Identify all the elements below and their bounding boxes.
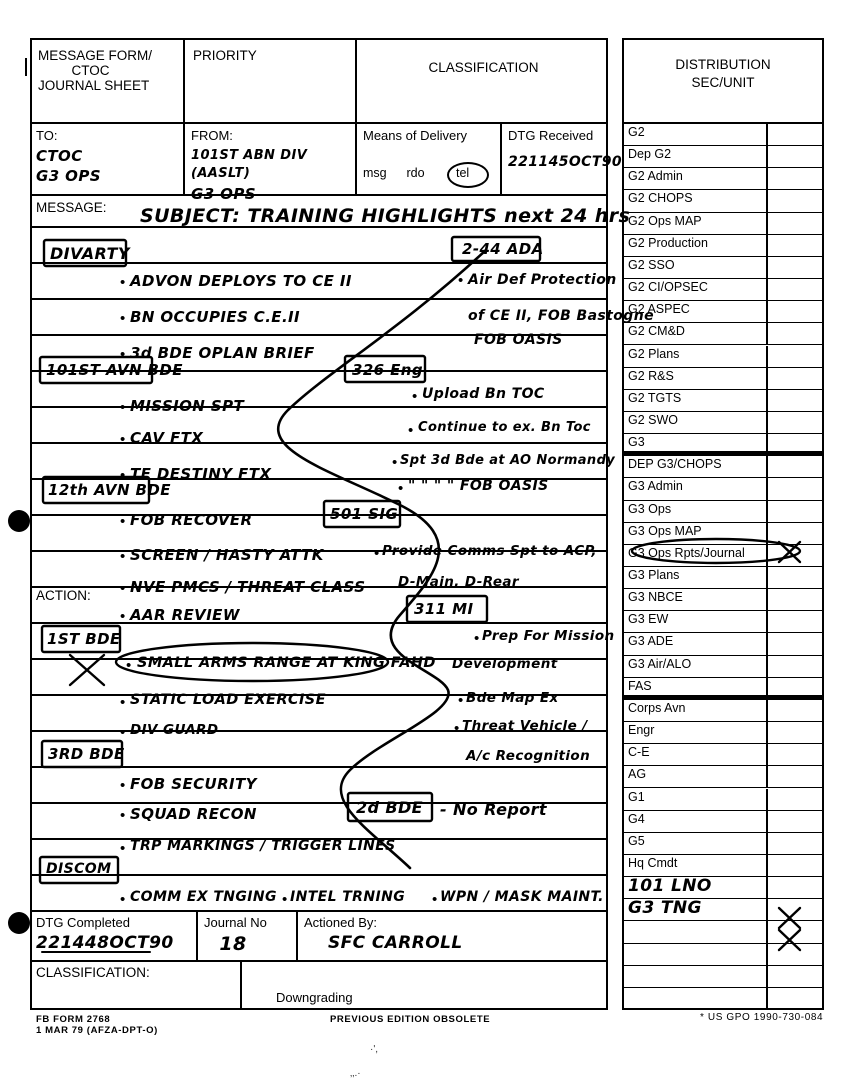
stray-mark-2: ‚‚.· bbox=[350, 1068, 361, 1079]
distribution-row-label: G3 Ops bbox=[628, 501, 672, 516]
distribution-row[interactable] bbox=[622, 611, 824, 633]
distribution-row-divider bbox=[766, 501, 768, 522]
avn101-item-2: TF DESTINY FTX bbox=[130, 465, 272, 483]
distribution-row-label: Dep G2 bbox=[628, 147, 672, 162]
mi-item-3: Threat Vehicle / bbox=[462, 718, 588, 734]
distribution-row-label: G2 bbox=[628, 125, 645, 139]
distribution-row[interactable] bbox=[622, 833, 824, 855]
distribution-row[interactable] bbox=[622, 944, 824, 966]
distribution-row-divider bbox=[766, 633, 768, 654]
distribution-row[interactable] bbox=[622, 456, 824, 478]
distribution-title-line2: SEC/UNIT bbox=[691, 75, 755, 90]
distribution-row-divider bbox=[766, 811, 768, 832]
distribution-row-divider bbox=[766, 390, 768, 411]
distribution-row-label: G2 R&S bbox=[628, 368, 674, 383]
avn12-item-2: NVE PMCS / THREAT CLASS bbox=[130, 578, 366, 596]
distribution-row-divider bbox=[766, 700, 768, 721]
distribution-row-label: FAS bbox=[628, 678, 652, 693]
header-message-form bbox=[30, 38, 185, 124]
sig-item-0: Provide Comms Spt to ACP, bbox=[382, 543, 597, 559]
distribution-row-label: G2 Ops MAP bbox=[628, 213, 702, 228]
avn101-item-0: MISSION SPT bbox=[130, 397, 245, 415]
distribution-row[interactable] bbox=[622, 434, 824, 456]
distribution-row-label: G4 bbox=[628, 811, 645, 826]
distribution-row-label: C-E bbox=[628, 745, 650, 760]
distribution-row-divider bbox=[766, 921, 768, 942]
distribution-row-label: G5 bbox=[628, 833, 645, 848]
distribution-row-divider bbox=[766, 589, 768, 610]
distribution-row-label: G2 CM&D bbox=[628, 324, 685, 339]
dtg-completed-cell bbox=[30, 912, 198, 962]
distribution-row[interactable] bbox=[622, 146, 824, 168]
imprint-left-line1: FB FORM 2768 bbox=[36, 1014, 111, 1025]
tel-circle-mark bbox=[447, 162, 489, 188]
journal-no-value: 18 bbox=[219, 933, 247, 955]
to-label: TO: bbox=[36, 128, 58, 143]
ada-item-2: FOB OASIS bbox=[474, 332, 563, 348]
discom-item-0: COMM EX TNGING bbox=[130, 889, 277, 905]
distribution-row[interactable] bbox=[622, 722, 824, 744]
divarty-item-0: ADVON DEPLOYS TO CE II bbox=[130, 272, 352, 290]
punch-hole bbox=[8, 510, 30, 532]
distribution-row-label: G3 Admin bbox=[628, 479, 683, 494]
actioned-by-value: SFC CARROLL bbox=[328, 933, 463, 953]
distribution-row[interactable] bbox=[622, 168, 824, 190]
distribution-row-divider bbox=[766, 611, 768, 632]
means-option-msg[interactable]: msg bbox=[363, 166, 387, 180]
distribution-row-divider bbox=[766, 855, 768, 876]
distribution-row[interactable] bbox=[622, 678, 824, 700]
unit-label-3rd-bde: 3RD BDE bbox=[48, 745, 125, 763]
distribution-row[interactable] bbox=[622, 545, 824, 567]
distribution-row[interactable] bbox=[622, 789, 824, 811]
unit-label-2d-bde: 2d BDE bbox=[356, 798, 423, 817]
distribution-row[interactable] bbox=[622, 190, 824, 212]
downgrading-label: Downgrading bbox=[276, 990, 353, 1005]
distribution-row-divider bbox=[766, 877, 768, 898]
subject-text: SUBJECT: TRAINING HIGHLIGHTS next 24 hrs bbox=[140, 205, 631, 227]
distribution-row-label: G2 CHOPS bbox=[628, 191, 693, 206]
distribution-row-divider bbox=[766, 146, 768, 167]
distribution-row-divider bbox=[766, 478, 768, 499]
distribution-row-divider bbox=[766, 678, 768, 695]
message-label: MESSAGE: bbox=[36, 200, 107, 215]
distribution-row-divider bbox=[766, 833, 768, 854]
divarty-item-2: 3d BDE OPLAN BRIEF bbox=[130, 344, 315, 362]
header-classification: CLASSIFICATION bbox=[428, 60, 539, 75]
mi-item-0: Prep For Mission bbox=[482, 628, 615, 644]
to-value-2: G3 OPS bbox=[36, 167, 101, 185]
header-line2: CTOC bbox=[71, 63, 110, 78]
distribution-row-divider bbox=[766, 523, 768, 544]
dtg-received-cell bbox=[502, 124, 623, 196]
unit-label-2-44-ada: 2-44 ADA bbox=[462, 240, 544, 258]
distribution-row[interactable] bbox=[622, 235, 824, 257]
distribution-row-label: G2 SWO bbox=[628, 412, 679, 427]
to-cell bbox=[30, 124, 185, 196]
address-row bbox=[30, 124, 623, 203]
distribution-row-divider bbox=[766, 412, 768, 433]
action-label: ACTION: bbox=[36, 588, 91, 603]
sig-item-1: D-Main, D-Rear bbox=[398, 574, 519, 590]
distribution-row-divider bbox=[766, 301, 768, 322]
distribution-row[interactable] bbox=[622, 700, 824, 722]
discom-item-2: WPN / MASK MAINT. bbox=[440, 889, 604, 905]
imprint-left-line2: 1 MAR 79 (AFZA-DPT-O) bbox=[36, 1025, 158, 1036]
eng-item-1: Continue to ex. Bn Toc bbox=[418, 420, 591, 435]
dtg-completed-label: DTG Completed bbox=[36, 915, 130, 930]
distribution-row[interactable] bbox=[622, 279, 824, 301]
form-header-row bbox=[30, 38, 608, 124]
dtg-completed-value: 221448OCT90 bbox=[36, 933, 174, 953]
distribution-row-divider bbox=[766, 346, 768, 367]
distribution-row[interactable] bbox=[622, 589, 824, 611]
means-label: Means of Delivery bbox=[363, 128, 468, 143]
distribution-row[interactable] bbox=[622, 412, 824, 434]
journal-no-label: Journal No bbox=[204, 915, 267, 930]
distribution-row-divider bbox=[766, 257, 768, 278]
actioned-by-label: Actioned By: bbox=[304, 915, 377, 930]
from-label: FROM: bbox=[191, 128, 233, 143]
distribution-row-label: G3 Plans bbox=[628, 568, 680, 582]
document-page: MESSAGE FORM/ CTOC JOURNAL SHEET PRIORITY CLASSIFICATION TO: CTOC G3 OPS FROM: 101ST ABN DIV (AASLT) G3 OPS Means of Delivery msg rdo tel DTG Received 221145OCT90 MESSAGE: ACTION: DTG Completed 221448OCT90 Journal No 18 Actioned By: SFC CARROLL CLASSIFICATION: Downgrading FB FORM 2768 1 MAR 79 (AFZA-DPT-O) PREVIOUS EDITION OBSOLETE * US GPO 1990-730-084 DISTRIBUTION SEC/UNIT G2 Dep G2 G2 Admin G2 CHOPS G2 Ops MAP G2 Production G2 SSO G2 CI/OPSEC G2 ASPEC G2 CM&D G2 Plans G2 R&S G2 TGTS G2 SWO G3 DEP G3/CHOPS G3 Admin G3 Ops G3 Ops MAP G3 Ops Rpts/Journal G3 Plans G3 NBCE G3 EW G3 ADE G3 Air/ALO FAS Corps Avn Engr C-E AG G1 G4 G5 Hq Cmdt 101 LNO G3 TNG SUBJECT: TRAINING HIGHLIGHTS next 24 hrs DIVARTY ADVON DEPLOYS TO CE II BN OCCUPIES C.E.II 3d BDE OPLAN BRIEF 2-44 ADA Air Def Protection of CE II, FOB Bastogne FOB OASIS 101ST AVN BDE MISSION SPT CAV FTX TF DESTINY FTX 326 Eng Upload Bn TOC Continue to ex. Bn Toc Spt 3d Bde at AO Normandy " " " " FOB OASIS 12th AVN BDE FOB RECOVER SCREEN / HASTY ATTK NVE PMCS / THREAT CLASS AAR REVIEW 501 SIG Provide Comms Spt to ACP, D-Main, D-Rear 1ST BDE SMALL ARMS RANGE AT KING FAHD STATIC LOAD EXERCISE DIV GUARD 311 MI Prep For Mission Development Bde Map Ex Threat Vehicle / A/c Recognition 3RD BDE FOB SECURITY SQUAD RECON TRP MARKINGS / TRIGGER LINES 2d BDE - No Report DISCOM COMM EX TNGING INTEL TRNING WPN / MASK MAINT. • • • • • • • • • • • • • • • • • • • • • • • • • • • • ·', ‚‚.· bbox=[0, 0, 856, 1088]
ada-item-0: Air Def Protection bbox=[468, 272, 617, 288]
distribution-row-divider bbox=[766, 279, 768, 300]
distribution-row[interactable] bbox=[622, 567, 824, 589]
distribution-row-divider bbox=[766, 766, 768, 787]
distribution-row[interactable] bbox=[622, 213, 824, 235]
distribution-row-divider bbox=[766, 789, 768, 810]
avn12-item-0: FOB RECOVER bbox=[130, 511, 253, 529]
distribution-row-label: G3 bbox=[628, 435, 645, 450]
bde1-item-1: STATIC LOAD EXERCISE bbox=[130, 692, 326, 708]
distribution-row-label: G2 CI/OPSEC bbox=[628, 280, 708, 295]
distribution-row-label: G3 Ops Rpts/Journal bbox=[628, 545, 745, 560]
from-value-2: G3 OPS bbox=[191, 185, 256, 203]
form-imprint-left bbox=[36, 1014, 158, 1036]
distribution-row-label: AG bbox=[628, 767, 647, 782]
bde3-item-1: SQUAD RECON bbox=[130, 805, 257, 823]
means-option-rdo[interactable]: rdo bbox=[406, 166, 425, 180]
form-imprint-middle: PREVIOUS EDITION OBSOLETE bbox=[330, 1014, 491, 1025]
distribution-row-label: Corps Avn bbox=[628, 700, 686, 715]
distribution-row[interactable] bbox=[622, 346, 824, 368]
distribution-row-label: G3 Ops MAP bbox=[628, 523, 702, 538]
distribution-row[interactable] bbox=[622, 899, 824, 921]
distribution-row-divider bbox=[766, 966, 768, 987]
distribution-list bbox=[622, 124, 824, 1010]
header-priority: PRIORITY bbox=[185, 38, 357, 124]
distribution-row-divider bbox=[766, 213, 768, 234]
distribution-row-divider bbox=[766, 434, 768, 451]
unit-label-1st-bde: 1ST BDE bbox=[47, 630, 121, 648]
distribution-row-divider bbox=[766, 944, 768, 965]
distribution-row-label: G3 ADE bbox=[628, 634, 674, 649]
unit-label-101-avn: 101ST AVN BDE bbox=[46, 361, 183, 379]
distribution-row-label: G2 Plans bbox=[628, 346, 680, 361]
unit-label-326-eng: 326 Eng bbox=[352, 361, 423, 379]
mi-item-2: Bde Map Ex bbox=[466, 690, 559, 706]
avn12-item-1: SCREEN / HASTY ATTK bbox=[130, 546, 324, 564]
distribution-row[interactable] bbox=[622, 766, 824, 788]
classification-row bbox=[30, 962, 608, 1010]
distribution-row[interactable] bbox=[622, 501, 824, 523]
unit-label-divarty: DIVARTY bbox=[50, 244, 130, 263]
distribution-row-label: G3 NBCE bbox=[628, 590, 683, 605]
classification-label: CLASSIFICATION: bbox=[36, 965, 150, 980]
distribution-row-label: G3 EW bbox=[628, 612, 669, 627]
distribution-row-label: Hq Cmdt bbox=[628, 855, 678, 870]
distribution-row-label: G3 Air/ALO bbox=[628, 656, 692, 671]
distribution-row-divider bbox=[766, 235, 768, 256]
ada-item-1: of CE II, FOB Bastogne bbox=[468, 308, 654, 324]
distribution-row-divider bbox=[766, 567, 768, 588]
discom-item-1: INTEL TRNING bbox=[290, 889, 406, 905]
dtg-received-value: 221145OCT90 bbox=[508, 154, 623, 170]
distribution-row[interactable] bbox=[622, 877, 824, 899]
dtg-received-label: DTG Received bbox=[508, 128, 594, 143]
distribution-row[interactable] bbox=[622, 855, 824, 877]
distribution-row[interactable] bbox=[622, 523, 824, 545]
bde3-item-0: FOB SECURITY bbox=[130, 775, 257, 793]
distribution-row[interactable] bbox=[622, 390, 824, 412]
distribution-row-label: Engr bbox=[628, 723, 655, 738]
distribution-row-label: G2 Admin bbox=[628, 169, 683, 184]
distribution-row[interactable] bbox=[622, 368, 824, 390]
distribution-title-line1: DISTRIBUTION bbox=[675, 57, 771, 72]
distribution-row-divider bbox=[766, 323, 768, 344]
distribution-row[interactable] bbox=[622, 966, 824, 988]
downgrading-divider bbox=[240, 962, 242, 1010]
means-option-tel[interactable]: tel bbox=[455, 166, 470, 180]
means-of-delivery-cell bbox=[357, 124, 502, 196]
distribution-row-divider bbox=[766, 722, 768, 743]
avn101-item-1: CAV FTX bbox=[130, 429, 204, 447]
distribution-row[interactable] bbox=[622, 988, 824, 1010]
distribution-row-divider bbox=[766, 656, 768, 677]
distribution-row[interactable] bbox=[622, 656, 824, 678]
bde1-item-2: DIV GUARD bbox=[130, 722, 219, 738]
bde3-item-2: TRP MARKINGS / TRIGGER LINES bbox=[130, 838, 396, 854]
distribution-row[interactable] bbox=[622, 921, 824, 943]
divarty-item-1: BN OCCUPIES C.E.II bbox=[130, 308, 301, 326]
header-line1: MESSAGE FORM/ bbox=[38, 48, 153, 63]
eng-item-3: " " " " FOB OASIS bbox=[408, 478, 549, 494]
distribution-row-divider bbox=[766, 988, 768, 1009]
unit-label-12-avn: 12th AVN BDE bbox=[48, 481, 171, 499]
distribution-row-handwritten: 101 LNO bbox=[628, 876, 712, 897]
distribution-row-label: G2 SSO bbox=[628, 257, 675, 272]
distribution-row[interactable] bbox=[622, 633, 824, 655]
to-value-1: CTOC bbox=[36, 147, 83, 165]
punch-hole bbox=[8, 912, 30, 934]
distribution-row-divider bbox=[766, 368, 768, 389]
distribution-row[interactable] bbox=[622, 478, 824, 500]
bde1-item-0: SMALL ARMS RANGE AT KING FAHD bbox=[137, 655, 436, 671]
distribution-row-divider bbox=[766, 190, 768, 211]
distribution-row[interactable] bbox=[622, 323, 824, 345]
distribution-row-divider bbox=[766, 545, 768, 566]
distribution-row-divider bbox=[766, 456, 768, 477]
actioned-by-cell bbox=[298, 912, 608, 962]
distribution-row[interactable] bbox=[622, 811, 824, 833]
mi-item-1: Development bbox=[452, 656, 558, 672]
distribution-row-divider bbox=[766, 744, 768, 765]
from-cell bbox=[185, 124, 357, 203]
unit-label-311-mi: 311 MI bbox=[414, 600, 474, 618]
footer-row bbox=[30, 912, 608, 962]
distribution-row[interactable] bbox=[622, 744, 824, 766]
eng-item-0: Upload Bn TOC bbox=[422, 386, 545, 402]
distribution-row-label: G2 TGTS bbox=[628, 390, 682, 405]
unit-label-discom: DISCOM bbox=[46, 861, 112, 877]
distribution-row-divider bbox=[766, 899, 768, 920]
distribution-title bbox=[622, 38, 824, 124]
distribution-row-label: DEP G3/CHOPS bbox=[628, 457, 722, 472]
mi-item-4: A/c Recognition bbox=[466, 748, 591, 764]
distribution-row-handwritten: G3 TNG bbox=[628, 898, 702, 919]
distribution-row-label: G2 ASPEC bbox=[628, 302, 690, 317]
from-value-1: 101ST ABN DIV (AASLT) bbox=[191, 148, 308, 181]
distribution-row[interactable] bbox=[622, 257, 824, 279]
journal-no-cell bbox=[198, 912, 298, 962]
avn12-item-3: AAR REVIEW bbox=[130, 606, 240, 624]
header-line3: JOURNAL SHEET bbox=[38, 78, 150, 93]
form-imprint-right: * US GPO 1990-730-084 bbox=[700, 1012, 824, 1023]
unit-label-501-sig: 501 SIG bbox=[330, 505, 399, 523]
stray-mark: ·', bbox=[370, 1044, 379, 1055]
distribution-row[interactable] bbox=[622, 124, 824, 146]
bde2-item-0: - No Report bbox=[440, 800, 547, 819]
distribution-row-divider bbox=[766, 124, 768, 145]
eng-item-2: Spt 3d Bde at AO Normandy bbox=[400, 453, 616, 468]
distribution-row-divider bbox=[766, 168, 768, 189]
distribution-row-label: G2 Production bbox=[628, 235, 708, 250]
distribution-row-label: G1 bbox=[628, 789, 645, 804]
